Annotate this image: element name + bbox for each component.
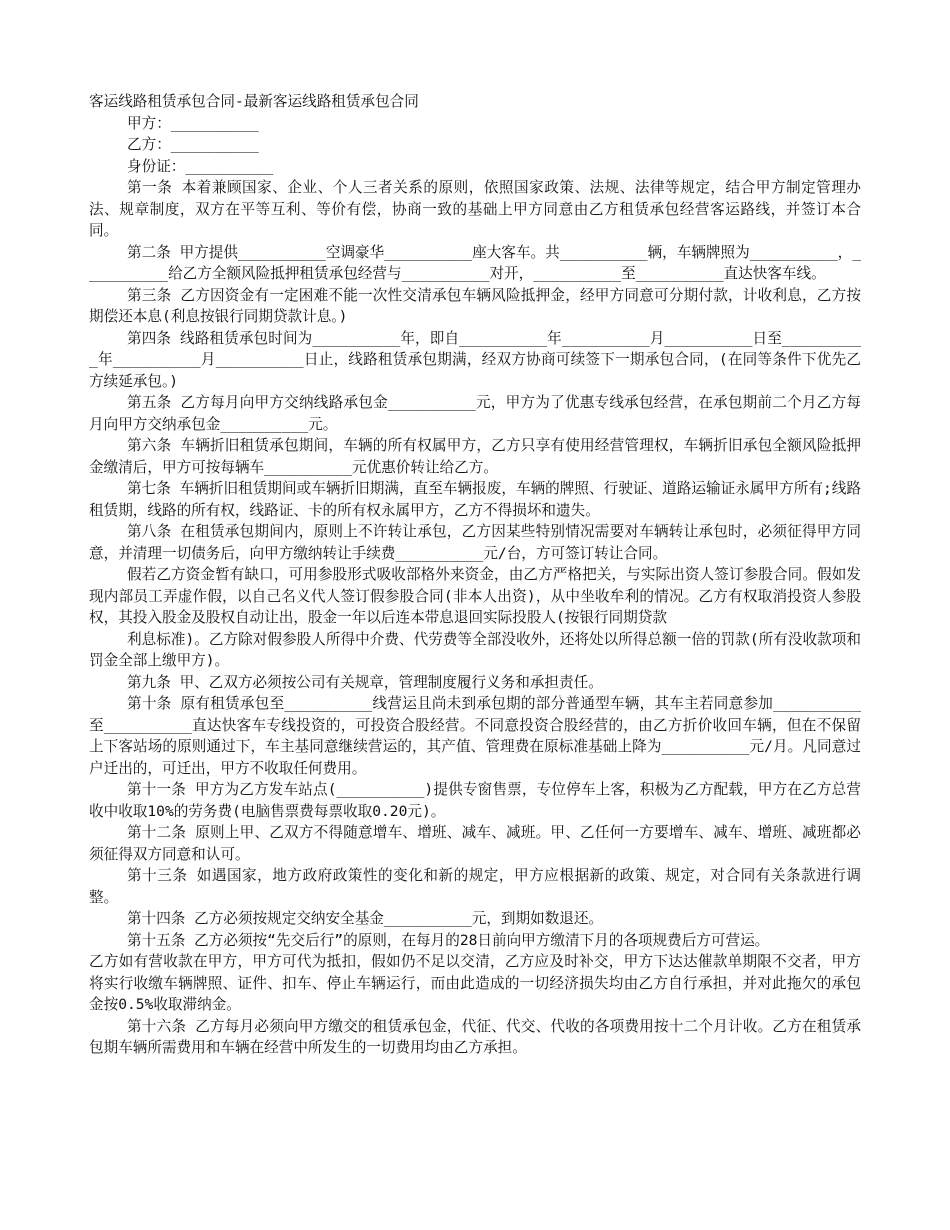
article-2: 第二条 甲方提供__________空调豪华__________座大客车。共__________辆，车辆牌照为__________，__________给乙方全额风险抵押租赁承包经营与__________对开，__________至__________直达快客车线。 [89, 243, 861, 282]
document-title: 客运线路租赁承包合同-最新客运线路租赁承包合同 [89, 93, 419, 110]
article-12: 第十二条 原则上甲、乙双方不得随意增车、增班、减车、减班。甲、乙任何一方要增车、减车、增班、减班都必须征得双方同意和认可。 [89, 824, 861, 863]
article-3: 第三条 乙方因资金有一定困难不能一次性交清承包车辆风险抵押金，经甲方同意可分期付款，计收利息，乙方按期偿还本息(利息按银行同期贷款计息。) [89, 286, 861, 325]
article-5: 第五条 乙方每月向甲方交纳线路承包金__________元，甲方为了优惠专线承包经营，在承包期前二个月乙方每月向甲方交纳承包金__________元。 [89, 394, 861, 433]
article-15-continued: 乙方如有营收款在甲方，甲方可代为抵扣，假如仍不足以交清，乙方应及时补交，甲方下达达催款单期限不交者，甲方将实行收缴车辆牌照、证件、扣车、停止车辆运行，而由此造成的一切经济损失均由乙方自行承担，并对此拖欠的承包金按0.5%收取滞纳金。 [89, 953, 861, 1013]
article-8-supplement: 假若乙方资金暂有缺口，可用参股形式吸收部格外来资金，由乙方严格把关，与实际出资人签订参股合同。假如发现内部员工弄虚作假，以自己名义代人签订假参股合同(非本人出资)，从中坐收牟利的情况。乙方有权取消投资人参股权，其投入股金及股权自动让出，股金一年以后连本带息退回实际投股人(按银行同期贷款 [89, 566, 861, 626]
article-9: 第九条 甲、乙双方必须按公司有关规章，管理制度履行义务和承担责任。 [127, 673, 603, 691]
article-14: 第十四条 乙方必须按规定交纳安全基金__________元，到期如数退还。 [127, 910, 604, 927]
article-4: 第四条 线路租赁承包时间为__________年，即自__________年__________月__________日至__________年__________月__________日止，线路租赁承包期满，经双方协商可续签下一期承包合同，(在同等条件下优先乙方续延承包。) [89, 329, 861, 390]
article-8: 第八条 在租赁承包期间内，原则上不许转让承包，乙方因某些特别情况需要对车辆转让承包时，必须征得甲方同意，并清理一切债务后，向甲方缴纳转让手续费__________元/台，方可签订转让合同。 [89, 523, 861, 562]
article-1: 第一条 本着兼顾国家、企业、个人三者关系的原则，依照国家政策、法规、法律等规定，结合甲方制定管理办法、规章制度，双方在平等互利、等价有偿，协商一致的基础上甲方同意由乙方租赁承包经营客运路线，并签订本合同。 [89, 179, 861, 239]
id-card-line: 身份证：__________ [127, 157, 274, 175]
article-16: 第十六条 乙方每月必须向甲方缴交的租赁承包金，代征、代交、代收的各项费用按十二个月计收。乙方在租赁承包期车辆所需费用和车辆在经营中所发生的一切费用均由乙方承担。 [89, 1017, 861, 1056]
article-7: 第七条 车辆折旧租赁期间或车辆折旧期满，直至车辆报废，车辆的牌照、行驶证、道路运输证永属甲方所有;线路租赁期，线路的所有权，线路证、卡的所有权永属甲方，乙方不得损坏和遗失。 [89, 480, 861, 519]
article-13: 第十三条 如遇国家，地方政府政策性的变化和新的规定，甲方应根据新的政策、规定，对合同有关条款进行调整。 [89, 867, 861, 906]
article-6: 第六条 车辆折旧租赁承包期间，车辆的所有权属甲方，乙方只享有使用经营管理权，车辆折旧承包全额风险抵押金缴清后，甲方可按每辆车__________元优惠价转让给乙方。 [89, 437, 861, 476]
article-10: 第十条 原有租赁承包至__________线营运且尚未到承包期的部分普通型车辆，其车主若同意参加__________至__________直达快客车专线投资的，可投资合股经营。不同意投资合股经营的，由乙方折价收回车辆，但在不保留上下客站场的原则通过下，车主基同意继续营运的，其产值、管理费在原标准基础上降为__________元/月。凡同意过户迁出的，可迁出，甲方不收取任何费用。 [89, 695, 861, 777]
party-a-line: 甲方：__________ [127, 114, 259, 132]
party-b-line: 乙方：__________ [127, 136, 259, 153]
article-15: 第十五条 乙方必须按“先交后行”的原则，在每月的28日前向甲方缴清下月的各项规费后方可营运。 [127, 931, 770, 949]
article-8-supplement-continued: 利息标准)。乙方除对假参股人所得中介费、代劳费等全部没收外，还将处以所得总额一倍的罚款(所有没收款项和罚金全部上缴甲方)。 [89, 630, 861, 669]
document-page [89, 91, 861, 1059]
article-11: 第十一条 甲方为乙方发车站点(__________)提供专窗售票，专位停车上客，积极为乙方配载，甲方在乙方总营收中收取10%的劳务费(电脑售票费每票收取0.20元)。 [89, 781, 861, 820]
